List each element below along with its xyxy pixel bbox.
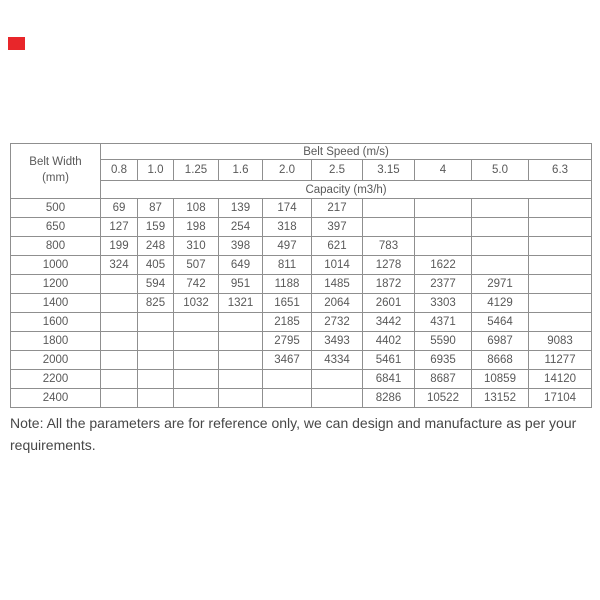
capacity-cell [101,370,138,389]
capacity-cell: 397 [312,218,363,237]
belt-width-cell: 2200 [11,370,101,389]
capacity-table-body [11,199,592,408]
capacity-cell [472,218,529,237]
capacity-cell [219,351,263,370]
capacity-cell: 4129 [472,294,529,313]
capacity-cell: 3303 [415,294,472,313]
capacity-cell: 5461 [363,351,415,370]
speed-value-cell: 3.15 [363,160,415,181]
capacity-cell: 9083 [529,332,592,351]
capacity-cell [174,351,219,370]
table-row [11,351,592,370]
capacity-cell: 2064 [312,294,363,313]
capacity-cell [138,332,174,351]
speed-value-cell: 6.3 [529,160,592,181]
capacity-cell: 3467 [263,351,312,370]
capacity-cell [101,389,138,408]
capacity-cell [529,199,592,218]
table-row [11,237,592,256]
table-row [11,332,592,351]
capacity-cell: 159 [138,218,174,237]
capacity-cell: 951 [219,275,263,294]
table-row [11,256,592,275]
capacity-cell: 4334 [312,351,363,370]
capacity-cell: 2377 [415,275,472,294]
capacity-cell: 1321 [219,294,263,313]
capacity-cell: 649 [219,256,263,275]
capacity-cell [219,332,263,351]
capacity-cell [219,389,263,408]
capacity-cell [312,389,363,408]
belt-width-cell: 800 [11,237,101,256]
speed-value-cell: 1.0 [138,160,174,181]
capacity-cell: 6935 [415,351,472,370]
capacity-cell: 87 [138,199,174,218]
capacity-table [10,143,592,408]
capacity-cell: 198 [174,218,219,237]
capacity-cell: 8286 [363,389,415,408]
belt-width-cell: 500 [11,199,101,218]
capacity-cell [472,237,529,256]
belt-speed-header-cell: Belt Speed (m/s) [101,144,592,160]
capacity-cell: 1278 [363,256,415,275]
capacity-cell: 2732 [312,313,363,332]
capacity-cell: 139 [219,199,263,218]
table-row [11,199,592,218]
capacity-cell [472,256,529,275]
belt-width-cell: 1000 [11,256,101,275]
table-row [11,294,592,313]
table-row [11,275,592,294]
capacity-cell: 10522 [415,389,472,408]
capacity-cell: 254 [219,218,263,237]
capacity-cell: 1872 [363,275,415,294]
capacity-cell: 497 [263,237,312,256]
capacity-cell: 2185 [263,313,312,332]
capacity-cell: 398 [219,237,263,256]
capacity-cell: 621 [312,237,363,256]
capacity-cell: 1032 [174,294,219,313]
capacity-cell: 14120 [529,370,592,389]
capacity-cell: 3442 [363,313,415,332]
capacity-header-cell: Capacity (m3/h) [101,181,592,199]
belt-width-cell: 1200 [11,275,101,294]
capacity-cell [529,237,592,256]
capacity-cell [138,313,174,332]
capacity-cell [138,351,174,370]
capacity-cell [263,389,312,408]
capacity-cell: 5464 [472,313,529,332]
capacity-cell [174,389,219,408]
capacity-cell [138,370,174,389]
table-row [11,370,592,389]
capacity-cell: 318 [263,218,312,237]
capacity-cell: 6841 [363,370,415,389]
belt-width-cell: 1400 [11,294,101,313]
capacity-cell [529,256,592,275]
belt-width-cell: 2000 [11,351,101,370]
capacity-cell: 1485 [312,275,363,294]
capacity-cell: 127 [101,218,138,237]
capacity-cell: 1651 [263,294,312,313]
speed-value-cell: 1.6 [219,160,263,181]
belt-width-header-line1: Belt Width [29,156,82,169]
capacity-cell [101,332,138,351]
speed-value-cell: 2.0 [263,160,312,181]
capacity-cell: 3493 [312,332,363,351]
capacity-cell [174,370,219,389]
belt-width-cell: 1600 [11,313,101,332]
capacity-cell [529,294,592,313]
capacity-cell [263,370,312,389]
capacity-cell: 5590 [415,332,472,351]
capacity-cell [219,370,263,389]
capacity-cell: 1622 [415,256,472,275]
capacity-cell: 248 [138,237,174,256]
table-row [11,313,592,332]
belt-width-cell: 1800 [11,332,101,351]
capacity-cell [529,218,592,237]
capacity-cell [101,313,138,332]
capacity-cell: 507 [174,256,219,275]
capacity-cell: 199 [101,237,138,256]
belt-width-cell: 2400 [11,389,101,408]
capacity-cell: 2795 [263,332,312,351]
speed-header-row [11,144,592,160]
capacity-cell: 811 [263,256,312,275]
capacity-cell [363,199,415,218]
capacity-cell: 825 [138,294,174,313]
capacity-cell: 4402 [363,332,415,351]
capacity-cell: 742 [174,275,219,294]
capacity-cell [219,313,263,332]
speed-value-cell: 4 [415,160,472,181]
speed-value-cell: 1.25 [174,160,219,181]
capacity-cell: 8668 [472,351,529,370]
capacity-cell: 2601 [363,294,415,313]
capacity-cell: 310 [174,237,219,256]
capacity-cell: 405 [138,256,174,275]
capacity-cell: 1188 [263,275,312,294]
belt-width-cell: 650 [11,218,101,237]
capacity-cell [174,313,219,332]
capacity-cell: 108 [174,199,219,218]
belt-width-header-line2: (mm) [42,172,69,184]
capacity-cell [529,275,592,294]
capacity-cell [174,332,219,351]
capacity-cell: 17104 [529,389,592,408]
belt-width-header-cell [11,144,101,199]
capacity-cell: 6987 [472,332,529,351]
capacity-cell [415,199,472,218]
capacity-cell: 324 [101,256,138,275]
capacity-cell: 69 [101,199,138,218]
capacity-cell [101,351,138,370]
capacity-cell: 4371 [415,313,472,332]
capacity-cell [312,370,363,389]
table-row [11,389,592,408]
speed-value-cell: 5.0 [472,160,529,181]
capacity-cell: 174 [263,199,312,218]
note-text: Note: All the parameters are for reference only, we can design and manufacture as per your requirements. [10,415,577,453]
capacity-cell [363,218,415,237]
speed-value-cell: 2.5 [312,160,363,181]
speed-value-cell: 0.8 [101,160,138,181]
capacity-cell: 2971 [472,275,529,294]
capacity-cell [101,294,138,313]
table-row [11,218,592,237]
capacity-cell [415,237,472,256]
capacity-cell [472,199,529,218]
capacity-cell: 11277 [529,351,592,370]
capacity-cell [101,275,138,294]
capacity-cell [138,389,174,408]
capacity-cell: 8687 [415,370,472,389]
capacity-cell: 13152 [472,389,529,408]
capacity-cell [529,313,592,332]
capacity-cell: 594 [138,275,174,294]
capacity-cell: 10859 [472,370,529,389]
capacity-cell: 1014 [312,256,363,275]
capacity-cell [415,218,472,237]
capacity-cell: 217 [312,199,363,218]
capacity-cell: 783 [363,237,415,256]
red-placeholder-marker [8,37,25,50]
